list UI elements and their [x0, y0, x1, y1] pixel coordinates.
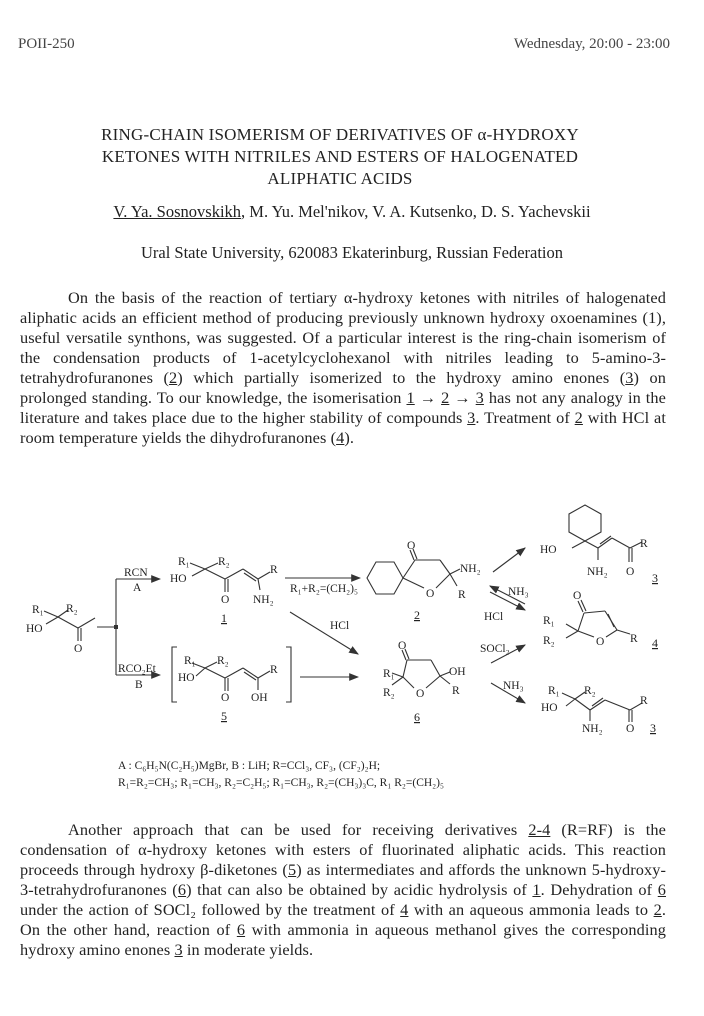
compound-number: 3: [650, 721, 656, 735]
scheme-footnote-reagents: A : C₆H₅N(C₂H₅)MgBr, B : LiH; R=CCl₃, CF₃, (CF₂)₂H;: [118, 760, 381, 772]
scheme-label: R₂: [66, 603, 78, 615]
scheme-label: O: [221, 594, 230, 606]
compound-reference: 6: [657, 880, 666, 899]
compound-reference: 3: [475, 388, 484, 407]
text-run: in moderate yields.: [182, 940, 314, 959]
scheme-label: R₂: [218, 556, 230, 568]
compound-reference: 1: [532, 880, 541, 899]
compound-number: 6: [414, 710, 420, 724]
compound-reference: 4: [400, 900, 409, 919]
text-run: ) that can also be obtained by acidic hydrolysis of: [186, 880, 533, 899]
compound-number: 5: [221, 709, 227, 723]
compound-reference: 4: [336, 428, 345, 447]
scheme-label: HO: [541, 702, 558, 714]
scheme-label: NH₂: [460, 563, 481, 575]
text-run: . On the other hand, reaction of: [20, 900, 666, 939]
scheme-label: NH₂: [253, 594, 274, 606]
scheme-label: R₁: [184, 655, 196, 667]
scheme-label: R: [270, 664, 278, 676]
compound-1: [170, 556, 278, 625]
scheme-label: R: [458, 589, 466, 601]
text-run: ).: [344, 428, 355, 447]
compound-4: [543, 590, 658, 650]
scheme-label: R₂: [217, 655, 229, 667]
scheme-label: R₁: [32, 604, 44, 616]
presenting-author: V. Ya. Sosnovskikh: [113, 202, 242, 221]
compound-reference: 2: [653, 900, 662, 919]
scheme-label: R: [452, 685, 460, 697]
text-run: has not any analogy in the literature and takes place due to the higher stability of compounds: [20, 388, 666, 427]
text-run: . Treatment of: [475, 408, 575, 427]
compound-number: 3: [652, 571, 658, 585]
compound-reference: 2-4: [528, 820, 551, 839]
scheme-label: HO: [26, 623, 43, 635]
compound-reference: 6: [177, 880, 187, 899]
compound-reference: 1: [406, 388, 415, 407]
text-run: . Dehydration of: [540, 880, 658, 899]
scheme-label: R₁: [543, 615, 555, 627]
scheme-label: R₂: [543, 635, 555, 647]
compound-reference: 6: [236, 920, 246, 939]
scheme-label: HO: [178, 672, 195, 684]
compound-5: [172, 647, 291, 723]
header-session-time: Wednesday, 20:00 - 23:00: [513, 36, 670, 52]
compound-3-cyclohexyl: [540, 505, 658, 585]
scheme-label: SOCl₂: [480, 643, 510, 655]
text-run: with HCl at room temperature yields the dihydrofuranones (: [20, 408, 667, 447]
scheme-label: R: [640, 695, 648, 707]
compound-number: 4: [652, 636, 658, 650]
scheme-label: A: [133, 582, 142, 594]
scheme-label: R₂: [584, 685, 596, 697]
scheme-label: NH₂: [582, 723, 603, 735]
compound-6: [383, 640, 466, 724]
title-line: ALIPHATIC ACIDS: [267, 169, 413, 188]
text-run: →: [414, 388, 442, 407]
compound-number: 1: [221, 611, 227, 625]
scheme-label: NH₃: [508, 586, 529, 598]
text-run: (R=RF) is the condensation of α-hydroxy ketones with esters of fluorinated aliphatic acids. This reaction proceeds through hydroxy β-diketones (: [20, 820, 666, 879]
title-line: RING-CHAIN ISOMERISM OF DERIVATIVES OF α-HYDROXY: [101, 125, 579, 144]
scheme-label: O: [626, 566, 635, 578]
scheme-label: O: [426, 588, 435, 600]
scheme-label: HCl: [484, 611, 504, 623]
text-run: ) on prolonged standing. To our knowledge, the isomerisation: [20, 368, 666, 407]
scheme-label: B: [135, 679, 143, 691]
compound-reference: 3: [174, 940, 183, 959]
compound-reference: 2: [574, 408, 583, 427]
text-run: ) as intermediates and affords the unknown 5-hydroxy-3-tetrahydrofuranones (: [20, 860, 666, 899]
text-run: On the basis of the reaction of tertiary α-hydroxy ketones with nitriles of halogenated aliphatic acids an efficient method of producing previously unknown hydroxy oxoenamines (1), useful versatile synthons, was suggested. Of a particular interest is the ring-chain isomerism of the condensation products of 1-acetylcyclohexanol with nitriles leading to 5-amino-3-tetrahydrofuranones (: [20, 288, 666, 387]
scheme-label: R: [270, 564, 278, 576]
compound-reference: 3: [625, 368, 634, 387]
text-run: with ammonia in aqueous methanol gives the corresponding hydroxy amino enones: [20, 920, 666, 959]
compound-reference: 3: [467, 408, 476, 427]
text-run: Another approach that can be used for receiving derivatives: [68, 820, 529, 839]
branch-arrows: [97, 567, 160, 691]
text-run: with an aqueous ammonia leads to: [408, 900, 654, 919]
reagent-a: RCN: [124, 567, 148, 579]
scheme-label: O: [626, 723, 635, 735]
scheme-label: O: [407, 540, 416, 552]
scheme-label: HCl: [330, 620, 350, 632]
scheme-label: R: [630, 633, 638, 645]
scheme-label: R₂: [383, 687, 395, 699]
text-run: under the action of SOCl₂ followed by the treatment of: [20, 900, 401, 919]
scheme-label: R₁: [178, 556, 190, 568]
scheme-label: O: [573, 590, 582, 602]
starting-ketone: [26, 603, 95, 655]
scheme-label: O: [596, 636, 605, 648]
compound-number: 2: [414, 608, 420, 622]
cyclization-condition: R₁+R₂=(CH₂)₅: [290, 583, 358, 595]
header-session-code: POII-250: [18, 36, 75, 52]
scheme-label: O: [74, 643, 83, 655]
reagent-b: RCO₂Et: [118, 663, 156, 675]
scheme-label: NH₃: [503, 680, 524, 692]
scheme-label: R₁: [383, 668, 395, 680]
paragraph-2: [20, 820, 666, 960]
scheme-label: R: [640, 538, 648, 550]
scheme-label: HO: [540, 544, 557, 556]
text-run: ) which partially isomerized to the hydroxy amino enones (: [177, 368, 626, 387]
scheme-label: O: [398, 640, 407, 652]
compound-2: [367, 540, 481, 622]
scheme-label: NH₂: [587, 566, 608, 578]
scheme-label: O: [221, 692, 230, 704]
scheme-footnote-substituents: R₁=R₂=CH₃; R₁=CH₃, R₂=C₂H₅; R₁=CH₃, R₂=(CH₃)₃C, R₁ R₂=(CH₂)₅: [118, 777, 445, 789]
scheme-label: O: [416, 688, 425, 700]
compound-reference: 2: [441, 388, 450, 407]
title-line: KETONES WITH NITRILES AND ESTERS OF HALOGENATED: [101, 147, 579, 166]
compound-reference: 5: [287, 860, 297, 879]
scheme-label: OH: [251, 692, 268, 704]
scheme-label: R₁: [548, 685, 560, 697]
compound-reference: 2: [168, 368, 178, 387]
scheme-label: OH: [449, 666, 466, 678]
affiliation: Ural State University, 620083 Ekaterinburg, Russian Federation: [140, 243, 564, 262]
compound-3-acyclic: [541, 685, 656, 735]
text-run: →: [449, 388, 476, 407]
co-authors: , M. Yu. Mel'nikov, V. A. Kutsenko, D. S. Yachevskii: [241, 202, 591, 221]
scheme-label: HO: [170, 573, 187, 585]
